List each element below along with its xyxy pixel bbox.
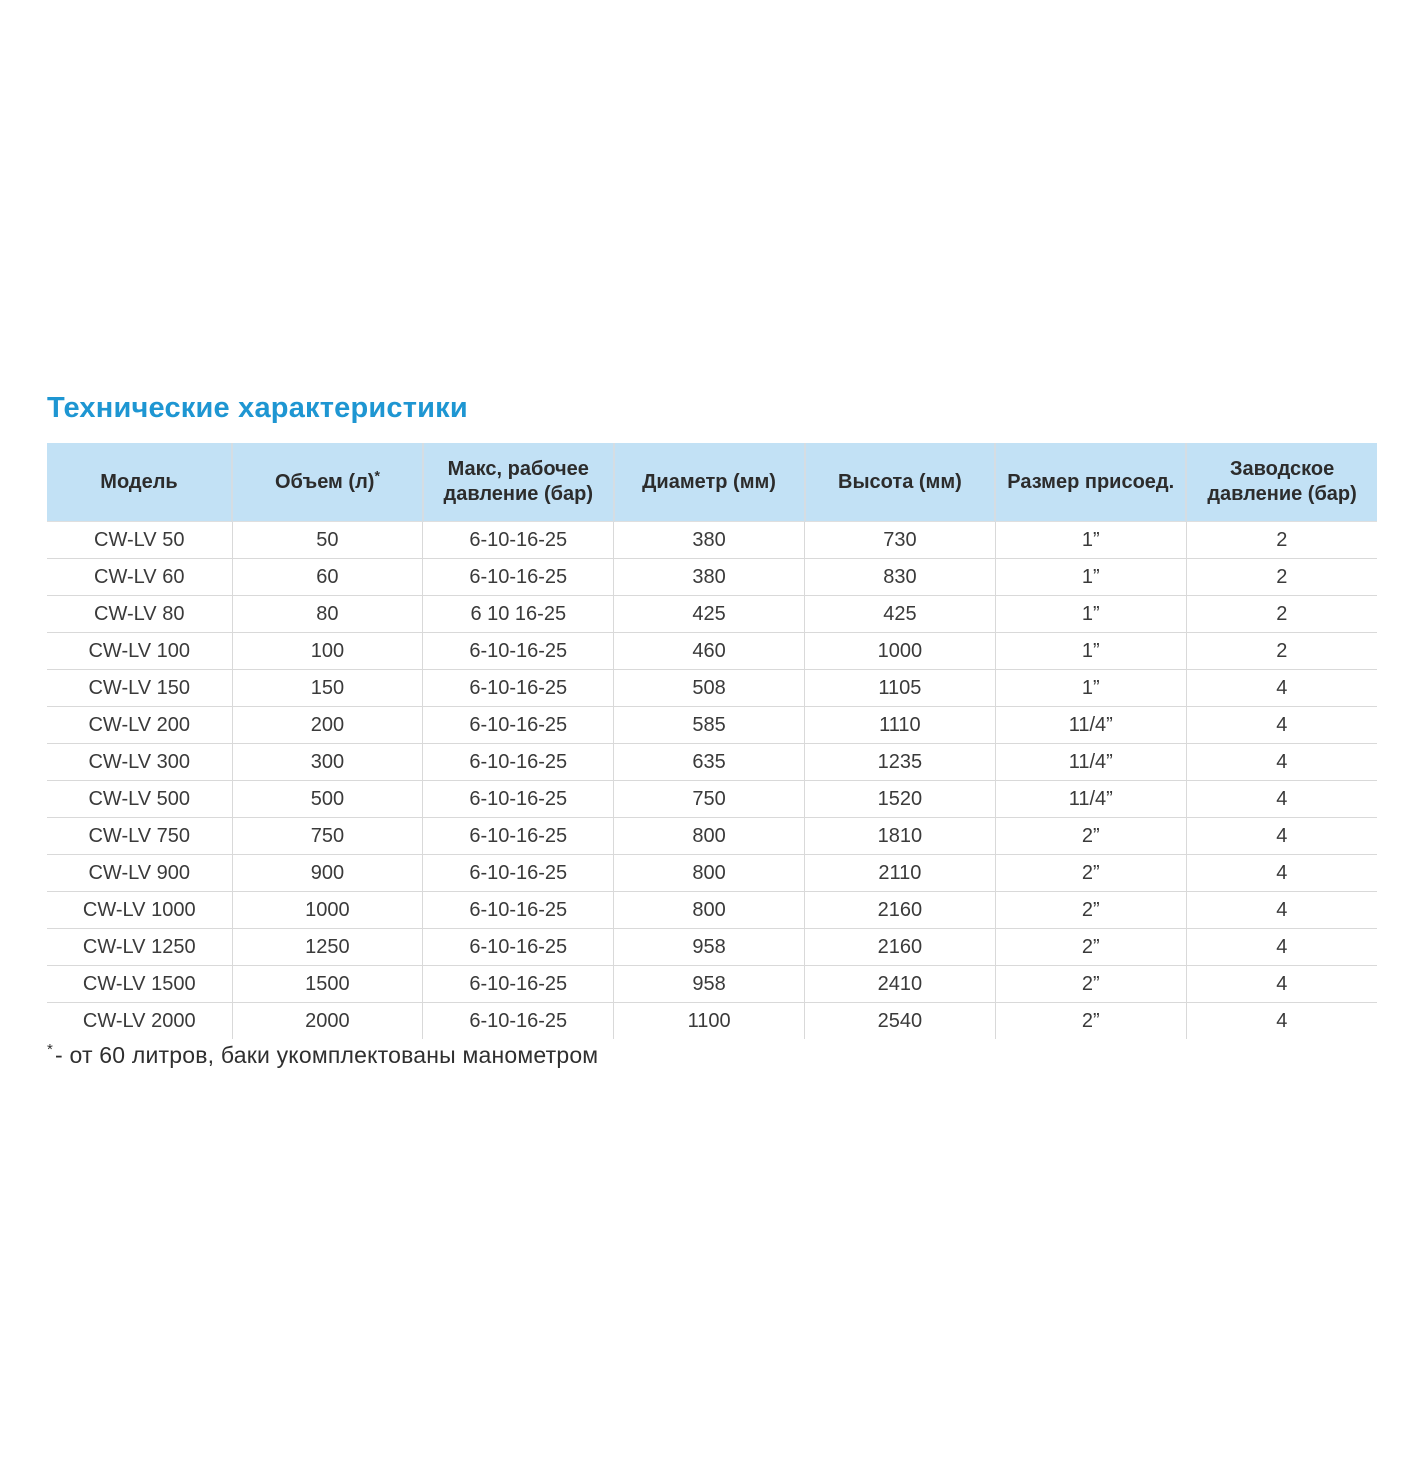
table-cell: 4 (1186, 966, 1377, 1003)
footnote-asterisk: * (47, 1041, 54, 1059)
header-label: Макс, рабочее давление (бар) (443, 458, 593, 505)
table-cell: 6-10-16-25 (423, 522, 614, 559)
table-cell: 2410 (805, 966, 996, 1003)
table-cell: 6-10-16-25 (423, 707, 614, 744)
table-cell: CW-LV 1500 (47, 966, 232, 1003)
table-cell: 4 (1186, 707, 1377, 744)
table-cell: 380 (614, 522, 805, 559)
table-cell: 6-10-16-25 (423, 892, 614, 929)
table-cell: 1” (995, 522, 1186, 559)
table-cell: CW-LV 900 (47, 855, 232, 892)
header-cell (47, 443, 232, 522)
table-cell: 6-10-16-25 (423, 929, 614, 966)
table-cell: 2 (1186, 559, 1377, 596)
table-cell: 425 (614, 596, 805, 633)
table-row (47, 522, 1377, 559)
table-cell: 4 (1186, 855, 1377, 892)
table-cell: 1110 (805, 707, 996, 744)
table-cell: 800 (614, 818, 805, 855)
table-cell: 300 (232, 744, 423, 781)
table-row (47, 559, 1377, 596)
table-cell: 1235 (805, 744, 996, 781)
header-cell (614, 443, 805, 522)
table-cell: 800 (614, 855, 805, 892)
specs-table (47, 443, 1377, 1039)
header-cell (1186, 443, 1377, 522)
page-title: Технические характеристики (47, 392, 468, 424)
table-row (47, 633, 1377, 670)
table-cell: CW-LV 60 (47, 559, 232, 596)
table-cell: 6-10-16-25 (423, 966, 614, 1003)
table-cell: 2540 (805, 1003, 996, 1040)
table-cell: CW-LV 200 (47, 707, 232, 744)
table-header (47, 443, 1377, 522)
table-cell: 4 (1186, 929, 1377, 966)
table-row (47, 670, 1377, 707)
table-cell: 60 (232, 559, 423, 596)
table-cell: 6-10-16-25 (423, 559, 614, 596)
table-cell: 4 (1186, 892, 1377, 929)
header-label: Размер присоед. (1007, 470, 1175, 493)
table-cell: 6-10-16-25 (423, 818, 614, 855)
table-cell: 1” (995, 559, 1186, 596)
table-cell: 2” (995, 855, 1186, 892)
table-cell: 6-10-16-25 (423, 633, 614, 670)
table-row (47, 596, 1377, 633)
header-cell (995, 443, 1186, 522)
table-cell: 2” (995, 1003, 1186, 1040)
table-cell: 900 (232, 855, 423, 892)
table-cell: 4 (1186, 818, 1377, 855)
table-cell: 425 (805, 596, 996, 633)
table-cell: 750 (614, 781, 805, 818)
table-cell: CW-LV 500 (47, 781, 232, 818)
table-cell: 6 10 16-25 (423, 596, 614, 633)
table-cell: 1500 (232, 966, 423, 1003)
table-cell: 2” (995, 966, 1186, 1003)
table-row (47, 966, 1377, 1003)
table-cell: 4 (1186, 744, 1377, 781)
table-cell: 200 (232, 707, 423, 744)
table-cell: 50 (232, 522, 423, 559)
header-label: Заводское давление (бар) (1207, 458, 1357, 505)
table-cell: 2000 (232, 1003, 423, 1040)
table-cell: 6-10-16-25 (423, 855, 614, 892)
table-row (47, 818, 1377, 855)
table-row (47, 855, 1377, 892)
table-cell: 100 (232, 633, 423, 670)
table-row (47, 744, 1377, 781)
table-row (47, 1003, 1377, 1040)
table-cell: 500 (232, 781, 423, 818)
table-cell: 6-10-16-25 (423, 1003, 614, 1040)
table-cell: 1” (995, 596, 1186, 633)
table-cell: 730 (805, 522, 996, 559)
table-cell: CW-LV 100 (47, 633, 232, 670)
table-cell: 830 (805, 559, 996, 596)
table-cell: 1520 (805, 781, 996, 818)
table-cell: 460 (614, 633, 805, 670)
header-cell (805, 443, 996, 522)
table-cell: 80 (232, 596, 423, 633)
table-cell: 2” (995, 818, 1186, 855)
table-cell: 585 (614, 707, 805, 744)
table-cell: 1” (995, 670, 1186, 707)
table-cell: 958 (614, 929, 805, 966)
table-cell: CW-LV 80 (47, 596, 232, 633)
table-cell: 1105 (805, 670, 996, 707)
header-cell (232, 443, 423, 522)
table-cell: CW-LV 50 (47, 522, 232, 559)
table-cell: 800 (614, 892, 805, 929)
table-cell: CW-LV 1250 (47, 929, 232, 966)
table-row (47, 781, 1377, 818)
table-cell: 4 (1186, 670, 1377, 707)
table-cell: 2 (1186, 522, 1377, 559)
table-row (47, 707, 1377, 744)
header-label: Диаметр (мм) (642, 470, 776, 493)
table-cell: 1000 (232, 892, 423, 929)
table-cell: 150 (232, 670, 423, 707)
table-cell: 2 (1186, 633, 1377, 670)
table-cell: 2 (1186, 596, 1377, 633)
header-label: Модель (100, 470, 178, 493)
table-cell: 1” (995, 633, 1186, 670)
header-asterisk: * (374, 466, 380, 483)
table-cell: 1000 (805, 633, 996, 670)
table-cell: 380 (614, 559, 805, 596)
header-cell (423, 443, 614, 522)
table-cell: 6-10-16-25 (423, 670, 614, 707)
table-cell: 1100 (614, 1003, 805, 1040)
table-cell: 635 (614, 744, 805, 781)
table-cell: 1810 (805, 818, 996, 855)
header-label: Объем (л) (274, 470, 375, 493)
table-cell: CW-LV 1000 (47, 892, 232, 929)
table-cell: 2160 (805, 929, 996, 966)
table-cell: 2160 (805, 892, 996, 929)
table-cell: 508 (614, 670, 805, 707)
table-body (47, 522, 1377, 1040)
footnote-text: - от 60 литров, баки укомплектованы манометром (55, 1042, 599, 1068)
table-row (47, 929, 1377, 966)
table-cell: 11/4” (995, 744, 1186, 781)
table-row (47, 892, 1377, 929)
table-cell: 4 (1186, 781, 1377, 818)
header-label: Высота (мм) (838, 470, 962, 493)
table-cell: 4 (1186, 1003, 1377, 1040)
table-cell: CW-LV 150 (47, 670, 232, 707)
table-cell: CW-LV 750 (47, 818, 232, 855)
table-cell: 750 (232, 818, 423, 855)
header-row (47, 443, 1377, 522)
table-cell: 6-10-16-25 (423, 744, 614, 781)
table-cell: CW-LV 300 (47, 744, 232, 781)
table-cell: 2” (995, 892, 1186, 929)
table-cell: 11/4” (995, 781, 1186, 818)
table-cell: 1250 (232, 929, 423, 966)
table-cell: 2” (995, 929, 1186, 966)
table-cell: 958 (614, 966, 805, 1003)
table-cell: 6-10-16-25 (423, 781, 614, 818)
table-cell: 2110 (805, 855, 996, 892)
footnote (47, 1042, 598, 1069)
table-cell: 11/4” (995, 707, 1186, 744)
table-cell: CW-LV 2000 (47, 1003, 232, 1040)
